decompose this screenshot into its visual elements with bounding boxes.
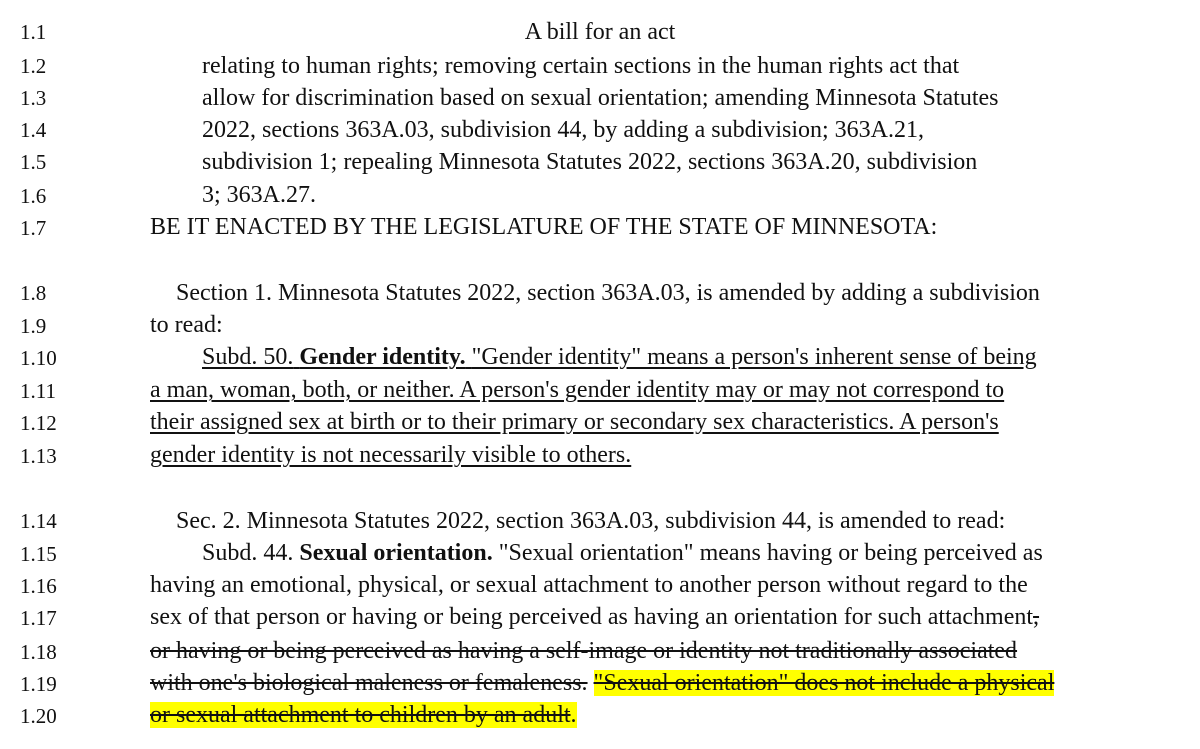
- stricken-text: with one's biological maleness or femaleness.: [150, 670, 588, 696]
- line-number: 1.10: [20, 346, 57, 370]
- inserted-text: a man, woman, both, or neither. A person's gender identity may or may not correspond to: [150, 377, 1005, 403]
- line-number: 1.16: [20, 574, 57, 598]
- section-1-line: [150, 408, 999, 436]
- line-number: 1.1: [20, 20, 47, 44]
- inserted-text: their assigned sex at birth or to their primary or secondary sex characteristics. A person's: [150, 409, 999, 435]
- stricken-text: or having or being perceived as having a self-image or identity not traditionally associated: [150, 638, 1018, 664]
- line-number: 1.8: [20, 281, 47, 305]
- inserted-text: gender identity is not necessarily visible to others.: [150, 442, 632, 468]
- line-number: 1.7: [20, 216, 47, 240]
- definition-text: "Gender identity" means a person's inherent sense of being: [471, 344, 1037, 370]
- section-2-line: having an emotional, physical, or sexual attachment to another person without regard to the: [150, 572, 1028, 598]
- subd-label: Subd. 44.: [202, 540, 294, 566]
- definition-text: "Sexual orientation" means having or being perceived as: [498, 540, 1043, 566]
- line-number: 1.17: [20, 606, 57, 630]
- line-number: 1.6: [20, 184, 47, 208]
- plain-text: sex of that person or having or being perceived as having an orientation for such attachment: [150, 604, 1034, 630]
- section-1-line: [150, 376, 1004, 404]
- purpose-line: 3; 363A.27.: [202, 182, 316, 208]
- highlighted-span: [150, 702, 577, 728]
- line-number: 1.9: [20, 314, 47, 338]
- line-number: 1.11: [20, 379, 56, 403]
- purpose-line: 2022, sections 363A.03, subdivision 44, by adding a subdivision; 363A.21,: [202, 117, 924, 143]
- purpose-line: relating to human rights; removing certain sections in the human rights act that: [202, 53, 960, 79]
- line-number: 1.2: [20, 54, 47, 78]
- line-number: 1.3: [20, 86, 47, 110]
- gender-identity-heading: Gender identity.: [299, 344, 466, 370]
- purpose-line: allow for discrimination based on sexual orientation; amending Minnesota Statutes: [202, 85, 999, 111]
- subd-label: Subd. 50.: [202, 344, 294, 370]
- plain-text: .: [570, 702, 577, 728]
- section-2-heading: Sec. 2. Minnesota Statutes 2022, section 363A.03, subdivision 44, is amended to read:: [176, 508, 1006, 534]
- sexual-orientation-heading: Sexual orientation.: [299, 540, 493, 566]
- highlighted-stricken-text: or sexual attachment to children by an adult: [150, 702, 571, 728]
- purpose-line: subdivision 1; repealing Minnesota Statutes 2022, sections 363A.20, subdivision: [202, 149, 978, 175]
- line-number: 1.4: [20, 118, 47, 142]
- line-number: 1.5: [20, 150, 47, 174]
- section-2-line: [150, 701, 577, 729]
- bill-title: A bill for an act: [524, 19, 676, 45]
- enacting-clause: BE IT ENACTED BY THE LEGISLATURE OF THE STATE OF MINNESOTA:: [150, 214, 938, 240]
- section-1-subd-50: [202, 343, 1037, 371]
- highlighted-stricken-text: "Sexual orientation" does not include a physical: [593, 670, 1055, 696]
- line-number: 1.20: [20, 704, 57, 728]
- section-2-line: [150, 669, 1054, 697]
- line-number: 1.19: [20, 672, 57, 696]
- section-2-subd-44: [202, 539, 1043, 567]
- line-number: 1.14: [20, 509, 57, 533]
- section-1-line: [150, 441, 631, 469]
- section-2-line: [150, 603, 1039, 631]
- section-1-line: to read:: [150, 312, 223, 338]
- line-number: 1.18: [20, 640, 57, 664]
- line-number: 1.12: [20, 411, 57, 435]
- line-number: 1.15: [20, 542, 57, 566]
- section-2-line: [150, 637, 1017, 665]
- section-1-heading: Section 1. Minnesota Statutes 2022, section 363A.03, is amended by adding a subdivision: [176, 280, 1040, 306]
- stricken-text: ,: [1033, 604, 1040, 630]
- line-number: 1.13: [20, 444, 57, 468]
